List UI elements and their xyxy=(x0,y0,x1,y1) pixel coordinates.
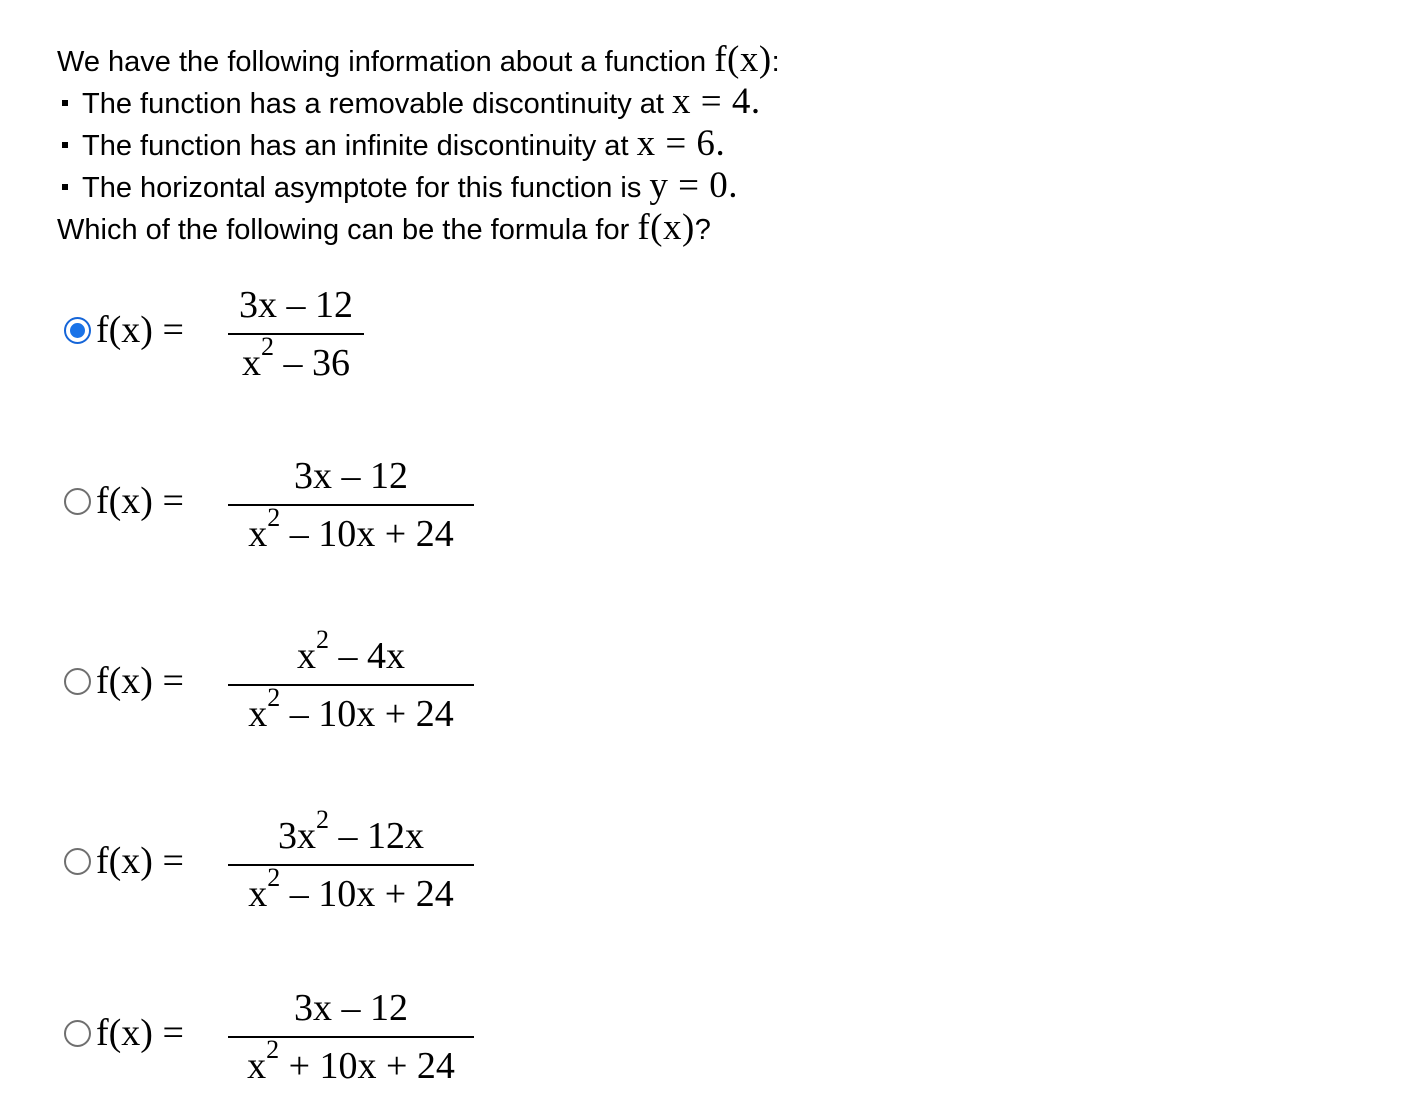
fraction-bar xyxy=(228,684,474,686)
answer-option-5[interactable] xyxy=(64,985,524,1105)
formula-lhs: f(x) = xyxy=(96,1012,184,1054)
formula-fraction xyxy=(228,282,364,386)
numerator-base: 3x xyxy=(278,815,316,857)
bullet-math: x = 4 xyxy=(672,81,751,122)
numerator xyxy=(228,625,474,679)
answer-option-2[interactable] xyxy=(64,453,524,573)
numerator-base: x xyxy=(297,635,316,677)
prompt-end: ? xyxy=(694,214,711,246)
numerator-base: 3x – 12 xyxy=(239,284,353,326)
radio-button-option-1[interactable] xyxy=(64,317,91,344)
bullet-math: y = 0 xyxy=(649,165,729,206)
denominator-exponent: 2 xyxy=(267,863,281,893)
denominator xyxy=(228,683,474,737)
numerator xyxy=(228,282,364,328)
denominator xyxy=(228,863,474,917)
denominator-exponent: 2 xyxy=(266,1035,280,1065)
denominator-rest: – 36 xyxy=(274,342,350,384)
bullet-end: . xyxy=(750,81,761,122)
intro-end: : xyxy=(771,46,780,78)
denominator-rest: – 10x + 24 xyxy=(280,873,454,915)
prompt-math: f(x) xyxy=(637,207,695,248)
intro-text: We have the following information about a function xyxy=(57,46,715,78)
formula-lhs: f(x) = xyxy=(96,480,184,522)
formula-lhs: f(x) = xyxy=(96,840,184,882)
numerator-rest: – 4x xyxy=(329,635,405,677)
denominator-base: x xyxy=(247,1045,267,1087)
numerator-base: 3x – 12 xyxy=(294,455,408,497)
formula-fraction xyxy=(228,985,474,1089)
numerator xyxy=(228,805,474,859)
radio-button-option-3[interactable] xyxy=(64,668,91,695)
formula-fraction xyxy=(228,453,474,557)
formula-fraction xyxy=(228,625,474,737)
denominator-base: x xyxy=(242,342,261,384)
formula-lhs: f(x) = xyxy=(96,660,184,702)
answer-option-3[interactable] xyxy=(64,625,524,753)
denominator xyxy=(228,503,474,557)
formula-fraction xyxy=(228,805,474,917)
radio-button-option-2[interactable] xyxy=(64,488,91,515)
denominator-base: x xyxy=(248,513,268,555)
denominator-exponent: 2 xyxy=(267,503,281,533)
bullet-text: The horizontal asymptote for this function is xyxy=(82,172,650,204)
bullet-end: . xyxy=(715,123,726,164)
radio-button-option-4[interactable] xyxy=(64,848,91,875)
denominator-rest: + 10x + 24 xyxy=(279,1045,455,1087)
denominator-rest: – 10x + 24 xyxy=(280,693,454,735)
fraction-bar xyxy=(228,864,474,866)
answer-option-4[interactable] xyxy=(64,805,524,933)
bullet-math: x = 6 xyxy=(636,123,716,164)
numerator-rest: – 12x xyxy=(329,815,424,857)
denominator xyxy=(228,332,364,386)
intro-math: f(x) xyxy=(714,39,772,80)
denominator-base: x xyxy=(248,693,268,735)
fraction-bar xyxy=(228,1036,474,1038)
numerator xyxy=(228,985,474,1031)
denominator-exponent: 2 xyxy=(261,332,274,362)
prompt-text: Which of the following can be the formula for xyxy=(57,214,638,246)
fraction-bar xyxy=(228,504,474,506)
bullet-text: The function has an infinite discontinuity at xyxy=(82,130,637,162)
denominator xyxy=(228,1035,474,1089)
denominator-base: x xyxy=(248,873,268,915)
bullet-end: . xyxy=(728,165,739,206)
bullet-text: The function has a removable discontinuity at xyxy=(82,88,672,120)
formula-lhs: f(x) = xyxy=(96,309,184,351)
numerator-base: 3x – 12 xyxy=(294,987,408,1029)
answer-option-1[interactable] xyxy=(64,282,524,402)
numerator xyxy=(228,453,474,499)
numerator-exponent: 2 xyxy=(316,805,329,835)
numerator-exponent: 2 xyxy=(316,625,329,655)
radio-button-option-5[interactable] xyxy=(64,1020,91,1047)
denominator-exponent: 2 xyxy=(267,683,281,713)
fraction-bar xyxy=(228,333,364,335)
denominator-rest: – 10x + 24 xyxy=(280,513,454,555)
